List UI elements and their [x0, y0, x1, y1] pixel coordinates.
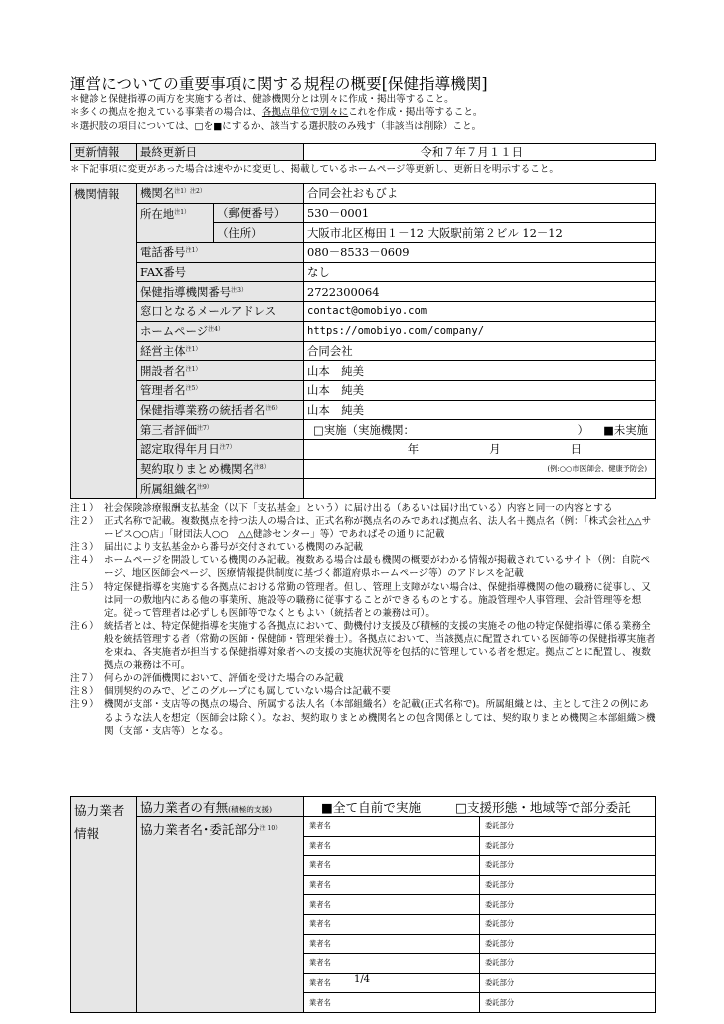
footnote-key: 注５）	[70, 581, 99, 593]
vendor-name-cell[interactable]: 業者名	[304, 895, 480, 915]
contract-org-label: 契約取りまとめ機関名$^{注8)}$	[137, 459, 304, 479]
org-code-value: 2722300064	[304, 282, 656, 302]
footnote-text: 特定保健指導を実施する各拠点における常勤の管理者。但し、管理上支障がない場合は、保健指導機関の他の職務に従事し、又は同一の敷地内にある他の事業所、施設等の職務に従事することができるものとする。施設管理や人事管理、会計管理等を想定。従って管理者は必ずしも医師等でなくともよい（統括者との兼務は可）。	[104, 581, 651, 619]
coop-presence-value	[304, 797, 656, 817]
vendor-name-cell[interactable]: 業者名	[304, 836, 480, 856]
org-name-value: 合同会社おもびよ	[304, 184, 656, 204]
vendor-name-cell[interactable]: 業者名	[304, 993, 480, 1013]
fax-value: なし	[304, 262, 656, 282]
owner-value: 合同会社	[304, 341, 656, 361]
address-value: 大阪市北区梅田１－12 大阪駅前第２ビル 12－12	[304, 223, 656, 243]
email-value: contact@omobiyo.com	[304, 302, 656, 322]
footnote	[70, 581, 658, 620]
cert-year-label: 年	[407, 442, 420, 457]
last-updated-label: 最終更新日	[137, 144, 304, 161]
director-value: 山本 純美	[304, 400, 656, 420]
vendor-part-cell[interactable]: 委託部分	[480, 914, 656, 934]
group-org-label: 所属組織名$^{注9)}$	[137, 479, 304, 499]
manager-value: 山本 純美	[304, 380, 656, 400]
vendor-part-cell[interactable]: 委託部分	[480, 895, 656, 915]
footnote	[70, 672, 658, 685]
founder-value: 山本 純美	[304, 361, 656, 381]
director-label: 保健指導業務の統括者名$^{注6)}$	[137, 400, 304, 420]
cert-month-label: 月	[489, 442, 501, 457]
footnote-text: 届出により支払基金から番号が交付されている機関のみ記載	[104, 542, 364, 554]
vendor-names-label: 協力業者名･委託部分$^{注 10)}$	[137, 817, 304, 1013]
homepage-value: https://omobiyo.com/company/	[304, 321, 656, 341]
footnote	[70, 685, 658, 698]
footnote-key: 注７）	[70, 673, 99, 685]
footnotes	[70, 502, 658, 738]
page-title: 運営についての重要事項に関する規程の概要[保健指導機関]	[70, 75, 488, 93]
vendor-name-cell[interactable]: 業者名	[304, 934, 480, 954]
page-number: 1/4	[353, 974, 371, 985]
footnote-key: 注６）	[70, 620, 99, 632]
vendor-name-cell[interactable]: 業者名	[304, 875, 480, 895]
intro-line-2-a: ＊多くの拠点を抱えている事業者の場合は、	[70, 107, 262, 119]
footnote	[70, 502, 658, 515]
coop-presence-label: 協力業者の有無(積極的支援)	[137, 797, 304, 817]
eval-option-not-done[interactable]: ■未実施	[603, 422, 648, 437]
vendor-part-cell[interactable]: 委託部分	[480, 973, 656, 993]
footnote-key: 注９）	[70, 699, 99, 711]
footnote-key: 注２）	[70, 516, 99, 528]
last-updated-value: 令和７年７月１１日	[304, 144, 656, 161]
homepage-label: ホームページ$^{注4)}$	[137, 321, 304, 341]
vendor-name-cell[interactable]: 業者名	[304, 856, 480, 876]
footnote-text: 個別契約のみで、どこのグループにも属していない場合は記載不要	[104, 686, 391, 698]
vendor-part-cell[interactable]: 委託部分	[480, 817, 656, 837]
zip-value: 530－0001	[304, 203, 656, 223]
vendor-part-cell[interactable]: 委託部分	[480, 875, 656, 895]
update-info-table	[70, 143, 656, 161]
intro-line-2-b: これを作成・掲出等すること。	[348, 107, 483, 119]
intro-line-3: ＊選択肢の項目については、□を■にするか、該当する選択肢のみ残す（非該当は削除）こと。	[70, 120, 482, 132]
cert-date-value	[304, 439, 656, 459]
eval-option-done-close: ）	[577, 422, 590, 437]
vendor-row	[71, 817, 656, 837]
update-section-label: 更新情報	[71, 144, 137, 161]
footnote-key: 注３）	[70, 542, 99, 554]
intro-instructions	[70, 93, 483, 133]
footnote-key: 注４）	[70, 555, 99, 567]
eval-option-done[interactable]: □実施（実施機関：	[313, 422, 415, 437]
zip-label: （郵便番号）	[214, 203, 304, 223]
org-code-label: 保健指導機関番号$^{注3)}$	[137, 282, 304, 302]
vendor-part-cell[interactable]: 委託部分	[480, 856, 656, 876]
coop-option-partial[interactable]: □支援形態・地域等で部分委託	[455, 800, 631, 815]
email-label: 窓口となるメールアドレス	[137, 302, 304, 322]
footnote	[70, 554, 658, 580]
intro-line-2-underlined: 各拠点単位で別々に	[261, 107, 349, 119]
intro-line-1: ＊健診と保健指導の両方を実施する者は、健診機関分とは別々に作成・掲出等すること。	[70, 94, 454, 105]
org-section-label: 機関情報	[71, 184, 137, 499]
vendor-part-cell[interactable]: 委託部分	[480, 993, 656, 1013]
founder-label: 開設者名$^{注1)}$	[137, 361, 304, 381]
footnote	[70, 541, 658, 554]
address-label: 所在地$^{注1)}$	[137, 203, 214, 242]
org-info-table	[70, 183, 656, 499]
tel-value: 080－8533－0609	[304, 243, 656, 263]
owner-label: 経営主体$^{注1)}$	[137, 341, 304, 361]
update-note: ＊下記事項に変更があった場合は速やかに変更し、掲載しているホームページ等更新し、更新日を明示すること。	[70, 164, 559, 175]
footnote-text: 何らかの評価機関において、評価を受けた場合のみ記載	[104, 673, 344, 685]
vendor-part-cell[interactable]: 委託部分	[480, 934, 656, 954]
vendor-name-cell[interactable]: 業者名	[304, 954, 480, 974]
footnote-text: 社会保険診療報酬支払基金（以下「支払基金」という）に届け出る（あるいは届け出ている）内容と同一の内容とする	[104, 503, 613, 514]
fax-label: FAX番号	[137, 262, 304, 282]
group-org-value	[304, 479, 656, 499]
address-sub-label: （住所）	[214, 223, 304, 243]
org-name-label: 機関名$^{注1)注2)}$	[137, 184, 304, 204]
third-party-eval-value	[304, 420, 656, 440]
vendor-name-cell[interactable]: 業者名	[304, 973, 480, 993]
footnote-text: 統括者とは、特定保健指導を実施する各拠点において、動機付け支援及び積極的支援の実施その他の特定保健指導に係る業務全般を統括管理する者（常勤の医師・保健師・管理栄養士）。各拠点において、当該拠点に配置されている医師等の保健指導実施者を束ね、各実施者が担当する保健指導対象者への支援の実施状況等を包括的に管理している者を想定。拠点ごとに配置し、複数拠点の兼務は不可。	[104, 620, 656, 672]
footnote	[70, 698, 658, 737]
coop-option-self[interactable]: ■全て自前で実施	[321, 800, 422, 815]
coop-section-label: 協力業者 情報	[71, 797, 137, 1013]
footnote-key: 注１）	[70, 503, 99, 514]
cert-date-label: 認定取得年月日$^{注7)}$	[137, 439, 304, 459]
vendor-part-cell[interactable]: 委託部分	[480, 836, 656, 856]
footnote-key: 注８）	[70, 686, 99, 698]
footnote-text: 正式名称で記載。複数拠点を持つ法人の場合は、正式名称が拠点名のみであれば拠点名、法人名＋拠点名（例：「株式会社△△サービス○○店」「財団法人○○ △△健診センター」等）であればその通りに記載	[104, 516, 652, 541]
third-party-eval-label: 第三者評価$^{注7)}$	[137, 420, 304, 440]
vendor-name-cell[interactable]: 業者名	[304, 817, 480, 837]
footnote-text: 機関が支部・支店等の拠点の場合、所属する法人名（本部組織名）を記載(正式名称で)。所属組織とは、主として注２の例にあるような法人を想定（医師会は除く）。なお、契約取りまとめ機関名との包含関係としては、契約取りまとめ機関≧本部組織＞機関（支部・支店等）となる。	[104, 699, 656, 737]
footnote	[70, 620, 658, 672]
vendor-part-cell[interactable]: 委託部分	[480, 954, 656, 974]
footnote	[70, 515, 658, 541]
contract-org-example: (例:○○市医師会、健康予防会)	[304, 459, 656, 479]
intro-line-2	[70, 106, 483, 119]
manager-label: 管理者名$^{注5)}$	[137, 380, 304, 400]
vendor-name-cell[interactable]: 業者名	[304, 914, 480, 934]
cert-day-label: 日	[570, 442, 582, 457]
tel-label: 電話番号$^{注1)}$	[137, 243, 304, 263]
footnote-text: ホームページを開設している機関のみ記載。複数ある場合は最も機関の概要がわかる情報が掲載されているサイト（例：自院ページ、地区医師会ページ、医療情報提供制度に基づく都道府県ホームページ等）のアドレスを記載	[104, 555, 650, 580]
